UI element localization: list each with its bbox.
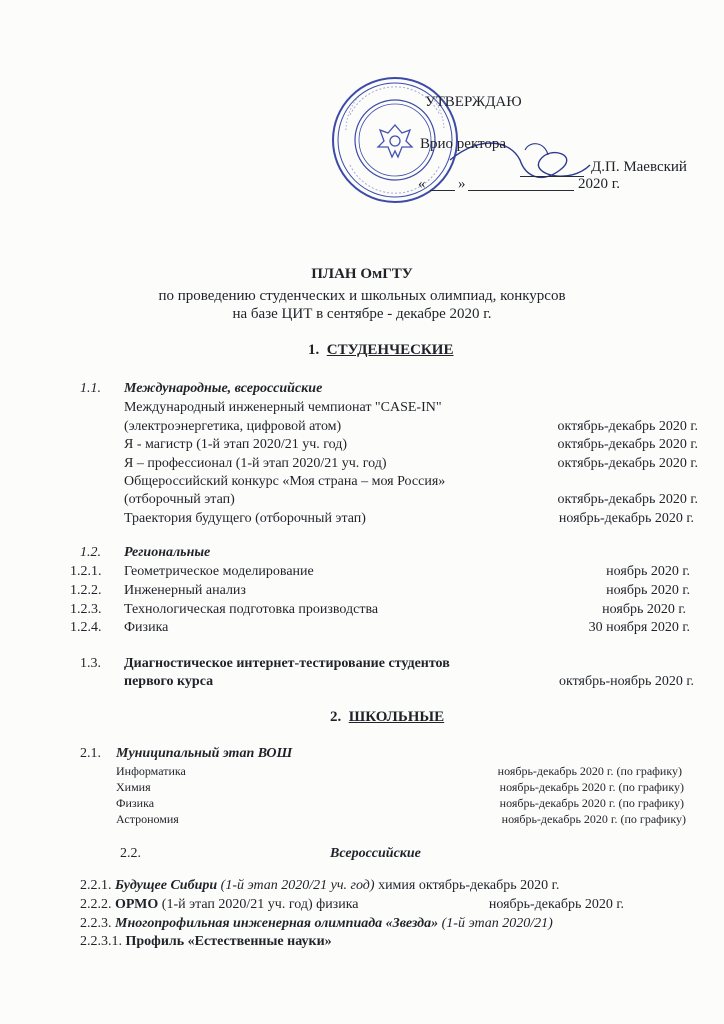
list-item (0, 583, 724, 601)
item-date: ноябрь 2020 г. (602, 602, 686, 617)
page-subtitle-1: по проведению студенческих и школьных олимпиад, конкурсов (158, 288, 566, 304)
section-2-2-title: Всероссийские (330, 846, 421, 861)
item-date: октябрь-декабрь 2020 г. (557, 456, 698, 471)
item-text: Траектория будущего (отборочный этап) (124, 511, 366, 526)
section-2-heading (330, 709, 444, 726)
list-item (0, 812, 724, 830)
item-number: 1.2.4. (70, 620, 102, 635)
section-1-number: 1. (308, 342, 320, 358)
signer-name: Д.П. Маевский (591, 159, 687, 175)
list-item (0, 419, 724, 437)
item-rest: химия октябрь-декабрь 2020 г. (378, 878, 560, 893)
item-stage: (1-й этап 2020/21 уч. год) (220, 878, 375, 893)
item-text: Геометрическое моделирование (124, 564, 314, 579)
item-number: 1.2.3. (70, 602, 102, 617)
item-date: ноябрь 2020 г. (606, 583, 690, 598)
item-text: Общероссийский конкурс «Моя страна – моя Россия» (124, 474, 446, 489)
item-text: Физика (116, 796, 155, 810)
list-item (0, 437, 724, 455)
signer-position: Врио ректора (420, 136, 507, 152)
date-month-line (468, 190, 574, 191)
item-name: Многопрофильная инженерная олимпиада «Звезда» (115, 916, 439, 931)
item-date: октябрь-ноябрь 2020 г. (559, 674, 694, 689)
section-1-3-line-1: Диагностическое интернет-тестирование студентов (124, 656, 450, 671)
item-number: 1.2.2. (70, 583, 102, 598)
item-number: 2.2.3. (80, 916, 112, 931)
item-stage: (1-й этап 2020/21) (441, 916, 553, 931)
section-1-3-number: 1.3. (80, 656, 101, 671)
item-stage: (1-й этап 2020/21 уч. год) физика (161, 897, 359, 912)
item-date: октябрь-декабрь 2020 г. (557, 492, 698, 507)
item-number: 1.2.1. (70, 564, 102, 579)
item-name: ОРМО (115, 897, 159, 912)
approval-year: 2020 г. (578, 176, 620, 192)
list-item (0, 564, 724, 582)
list-item (0, 602, 724, 620)
item-text: Я - магистр (1-й этап 2020/21 уч. год) (124, 437, 348, 452)
list-item (80, 878, 559, 894)
list-item (0, 492, 724, 510)
list-item (0, 456, 724, 474)
item-text: Международный инженерный чемпионат "CASE-IN" (124, 400, 442, 415)
section-1-2-number: 1.2. (80, 545, 101, 560)
section-2-1-title: Муниципальный этап ВОШ (116, 746, 293, 761)
eagle-emblem-icon (378, 125, 412, 157)
item-text: Астрономия (116, 812, 179, 826)
item-name: Профиль «Естественные науки» (125, 934, 332, 949)
date-open-quote: « (418, 176, 426, 192)
item-date: ноябрь-декабрь 2020 г. (по графику) (499, 780, 684, 794)
page-title: ПЛАН ОмГТУ (311, 266, 413, 282)
date-close-quote: » (458, 176, 466, 192)
section-2-title: ШКОЛЬНЫЕ (348, 709, 445, 725)
item-number: 2.2.2. (80, 897, 112, 912)
item-date: октябрь-декабрь 2020 г. (557, 419, 698, 434)
item-text: (отборочный этап) (124, 492, 235, 507)
item-number: 2.2.1. (80, 878, 112, 893)
item-date: 30 ноября 2020 г. (588, 620, 690, 635)
list-item (0, 474, 724, 492)
section-2-2-number: 2.2. (120, 846, 141, 861)
section-1-2-title: Региональные (124, 545, 211, 560)
item-date: ноябрь-декабрь 2020 г. (по графику) (497, 764, 682, 778)
list-item (80, 916, 553, 932)
item-text: Физика (124, 620, 169, 635)
section-2-1-number: 2.1. (80, 746, 101, 761)
section-1-title: СТУДЕНЧЕСКИЕ (326, 342, 454, 358)
list-item (0, 897, 724, 915)
item-text: Я – профессионал (1-й этап 2020/21 уч. год) (124, 456, 387, 471)
list-item (0, 674, 724, 692)
item-text: Технологическая подготовка производства (124, 602, 379, 617)
section-1-1-title: Международные, всероссийские (124, 381, 323, 396)
item-text: Инженерный анализ (124, 583, 246, 598)
item-text: Информатика (116, 764, 186, 778)
item-date: ноябрь 2020 г. (606, 564, 690, 579)
signature-line (520, 176, 584, 177)
list-item (0, 511, 724, 529)
date-day-line (430, 190, 455, 191)
section-2-number: 2. (330, 709, 342, 725)
section-1-heading (308, 342, 453, 359)
item-date: ноябрь-декабрь 2020 г. (по графику) (499, 796, 684, 810)
item-number: 2.2.3.1. (80, 934, 122, 949)
list-item (0, 400, 724, 418)
list-item (80, 934, 332, 950)
item-date: октябрь-декабрь 2020 г. (557, 437, 698, 452)
section-1-3-line-2: первого курса (124, 674, 214, 689)
approve-label: УТВЕРЖДАЮ (425, 94, 522, 110)
page-subtitle-2: на базе ЦИТ в сентябре - декабре 2020 г. (232, 306, 492, 322)
item-date: ноябрь-декабрь 2020 г. (488, 897, 624, 912)
section-1-1-number: 1.1. (80, 381, 101, 396)
item-text: (электроэнергетика, цифровой атом) (124, 419, 342, 434)
item-date: ноябрь-декабрь 2020 г. (558, 511, 694, 526)
item-date: ноябрь-декабрь 2020 г. (по графику) (501, 812, 686, 826)
item-text: Химия (116, 780, 151, 794)
list-item (0, 620, 724, 638)
item-name: Будущее Сибири (115, 878, 218, 893)
